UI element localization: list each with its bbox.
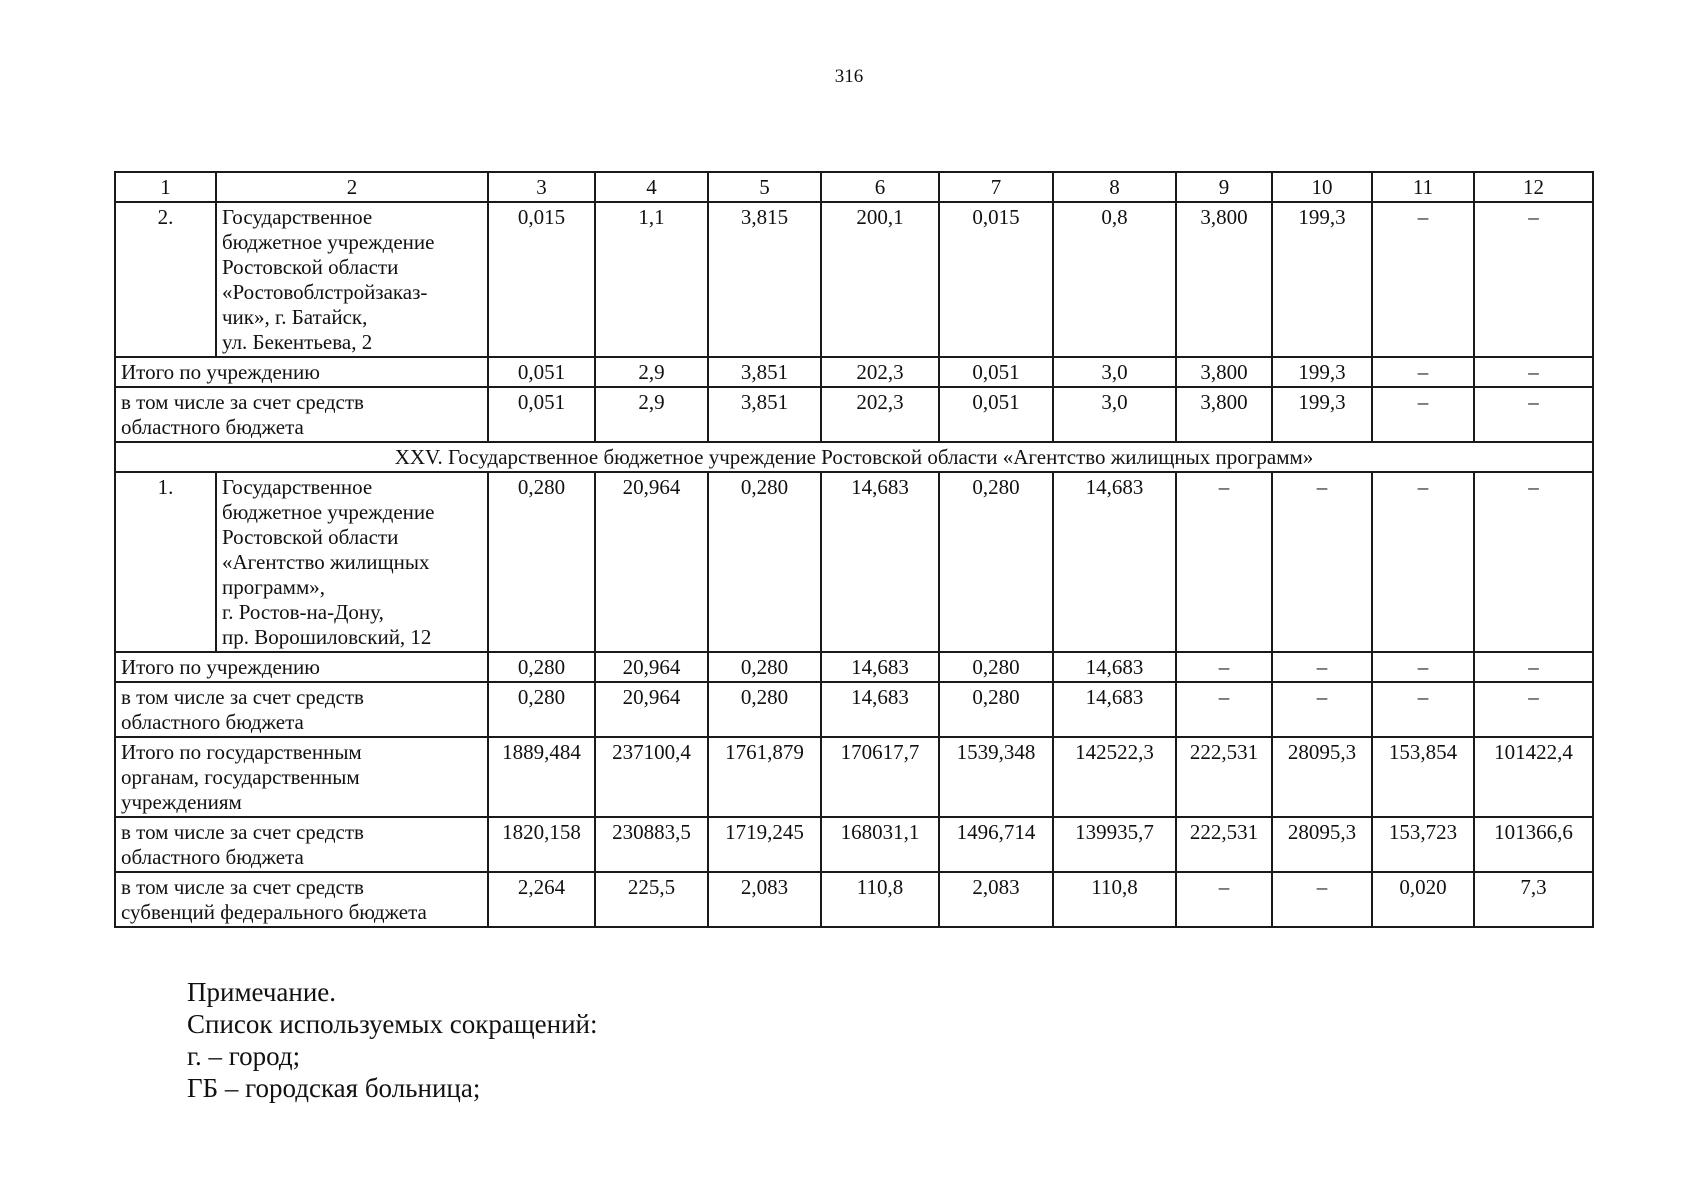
header-cell: 10 (1272, 172, 1372, 202)
header-cell: 2 (216, 172, 488, 202)
subtotal-label-cell: Итого по учреждению (115, 652, 488, 682)
value-cell: 0,280 (939, 652, 1053, 682)
page-number: 316 (834, 66, 864, 87)
section-heading: XXV. Государственное бюджетное учреждение Ростовской области «Агентство жилищных программ» (115, 442, 1593, 472)
value-cell: 0,280 (488, 682, 595, 737)
value-cell: 168031,1 (821, 817, 939, 872)
value-cell: 1539,348 (939, 737, 1053, 817)
value-cell: 14,683 (1053, 652, 1176, 682)
value-cell: – (1474, 357, 1593, 387)
subtotal-label-cell: в том числе за счет средств областного бюджета (115, 817, 488, 872)
value-cell: – (1372, 682, 1474, 737)
value-cell: 20,964 (595, 652, 708, 682)
value-cell: – (1176, 682, 1272, 737)
value-cell: – (1372, 472, 1474, 652)
table-row (115, 202, 1593, 357)
value-cell: 237100,4 (595, 737, 708, 817)
value-cell: – (1272, 682, 1372, 737)
value-cell: 20,964 (595, 472, 708, 652)
value-cell: 3,800 (1176, 357, 1272, 387)
header-cell: 6 (821, 172, 939, 202)
header-cell: 9 (1176, 172, 1272, 202)
institution-name-cell: Государственное бюджетное учреждение Ростовской области «Ростовоблстройзаказ- чик», г. Батайск, ул. Бекентьева, 2 (216, 202, 488, 357)
value-cell: – (1272, 872, 1372, 927)
value-cell: 14,683 (1053, 682, 1176, 737)
value-cell: 222,531 (1176, 737, 1272, 817)
value-cell: 3,0 (1053, 357, 1176, 387)
value-cell: 1761,879 (708, 737, 821, 817)
value-cell: 1,1 (595, 202, 708, 357)
value-cell: 0,280 (708, 682, 821, 737)
row-number-cell: 2. (115, 202, 216, 357)
subtotal-row (115, 652, 1593, 682)
value-cell: 0,051 (488, 357, 595, 387)
note-abbreviation: ГБ – городская больница; (187, 1073, 481, 1103)
value-cell: – (1372, 357, 1474, 387)
value-cell: – (1474, 682, 1593, 737)
institution-name-cell: Государственное бюджетное учреждение Ростовской области «Агентство жилищных программ», г. Ростов-на-Дону, пр. Ворошиловский, 12 (216, 472, 488, 652)
value-cell: 139935,7 (1053, 817, 1176, 872)
header-cell: 11 (1372, 172, 1474, 202)
value-cell: 199,3 (1272, 387, 1372, 442)
subtotal-row (115, 682, 1593, 737)
value-cell: 225,5 (595, 872, 708, 927)
value-cell: 0,280 (939, 472, 1053, 652)
note-heading: Примечание. (187, 977, 337, 1007)
value-cell: 0,280 (488, 472, 595, 652)
header-cell: 4 (595, 172, 708, 202)
subtotal-label-cell: в том числе за счет средств областного бюджета (115, 682, 488, 737)
value-cell: – (1176, 872, 1272, 927)
value-cell: 170617,7 (821, 737, 939, 817)
value-cell: – (1474, 652, 1593, 682)
subtotal-row (115, 737, 1593, 817)
value-cell: – (1372, 652, 1474, 682)
header-cell: 12 (1474, 172, 1593, 202)
value-cell: 0,015 (939, 202, 1053, 357)
value-cell: 0,280 (708, 472, 821, 652)
value-cell: 202,3 (821, 387, 939, 442)
value-cell: 200,1 (821, 202, 939, 357)
value-cell: 1889,484 (488, 737, 595, 817)
value-cell: 153,854 (1372, 737, 1474, 817)
value-cell: 0,280 (939, 682, 1053, 737)
value-cell: 0,051 (939, 387, 1053, 442)
value-cell: 153,723 (1372, 817, 1474, 872)
value-cell: 28095,3 (1272, 737, 1372, 817)
value-cell: 0,8 (1053, 202, 1176, 357)
value-cell: 0,015 (488, 202, 595, 357)
value-cell: 14,683 (821, 652, 939, 682)
value-cell: 3,0 (1053, 387, 1176, 442)
value-cell: 230883,5 (595, 817, 708, 872)
value-cell: 2,264 (488, 872, 595, 927)
subtotal-row (115, 387, 1593, 442)
value-cell: 28095,3 (1272, 817, 1372, 872)
value-cell: 199,3 (1272, 202, 1372, 357)
header-cell: 1 (115, 172, 216, 202)
value-cell: 2,083 (939, 872, 1053, 927)
header-cell: 7 (939, 172, 1053, 202)
section-heading-row (115, 442, 1593, 472)
value-cell: 0,051 (939, 357, 1053, 387)
notes-block (187, 976, 597, 1104)
value-cell: 101422,4 (1474, 737, 1593, 817)
value-cell: 7,3 (1474, 872, 1593, 927)
header-cell: 3 (488, 172, 595, 202)
value-cell: – (1372, 387, 1474, 442)
header-row (115, 172, 1593, 202)
value-cell: 199,3 (1272, 357, 1372, 387)
value-cell: 3,800 (1176, 387, 1272, 442)
value-cell: – (1176, 652, 1272, 682)
value-cell: 0,280 (488, 652, 595, 682)
subtotal-row (115, 357, 1593, 387)
subtotal-row (115, 872, 1593, 927)
value-cell: 3,851 (708, 357, 821, 387)
subtotal-label-cell: Итого по государственным органам, государственным учреждениям (115, 737, 488, 817)
value-cell: – (1474, 472, 1593, 652)
value-cell: 0,280 (708, 652, 821, 682)
header-cell: 5 (708, 172, 821, 202)
value-cell: 14,683 (1053, 472, 1176, 652)
value-cell: 3,851 (708, 387, 821, 442)
value-cell: – (1474, 387, 1593, 442)
value-cell: 110,8 (1053, 872, 1176, 927)
value-cell: 14,683 (821, 472, 939, 652)
table-row (115, 472, 1593, 652)
value-cell: 1820,158 (488, 817, 595, 872)
value-cell: – (1474, 202, 1593, 357)
value-cell: 3,800 (1176, 202, 1272, 357)
note-abbreviations-title: Список используемых сокращений: (187, 1009, 598, 1039)
value-cell: 142522,3 (1053, 737, 1176, 817)
value-cell: – (1272, 472, 1372, 652)
subtotal-label-cell: в том числе за счет средств субвенций федерального бюджета (115, 872, 488, 927)
row-number-cell: 1. (115, 472, 216, 652)
value-cell: 0,020 (1372, 872, 1474, 927)
value-cell: 222,531 (1176, 817, 1272, 872)
subtotal-row (115, 817, 1593, 872)
value-cell: 110,8 (821, 872, 939, 927)
value-cell: 202,3 (821, 357, 939, 387)
value-cell: 101366,6 (1474, 817, 1593, 872)
value-cell: 20,964 (595, 682, 708, 737)
value-cell: 2,9 (595, 357, 708, 387)
budget-table (114, 171, 1594, 928)
value-cell: – (1272, 652, 1372, 682)
value-cell: 1719,245 (708, 817, 821, 872)
table-body (115, 172, 1593, 927)
subtotal-label-cell: Итого по учреждению (115, 357, 488, 387)
value-cell: 2,083 (708, 872, 821, 927)
subtotal-label-cell: в том числе за счет средств областного бюджета (115, 387, 488, 442)
value-cell: – (1372, 202, 1474, 357)
value-cell: 0,051 (488, 387, 595, 442)
header-cell: 8 (1053, 172, 1176, 202)
value-cell: 1496,714 (939, 817, 1053, 872)
value-cell: 2,9 (595, 387, 708, 442)
value-cell: 14,683 (821, 682, 939, 737)
note-abbreviation: г. – город; (187, 1041, 301, 1071)
value-cell: – (1176, 472, 1272, 652)
value-cell: 3,815 (708, 202, 821, 357)
